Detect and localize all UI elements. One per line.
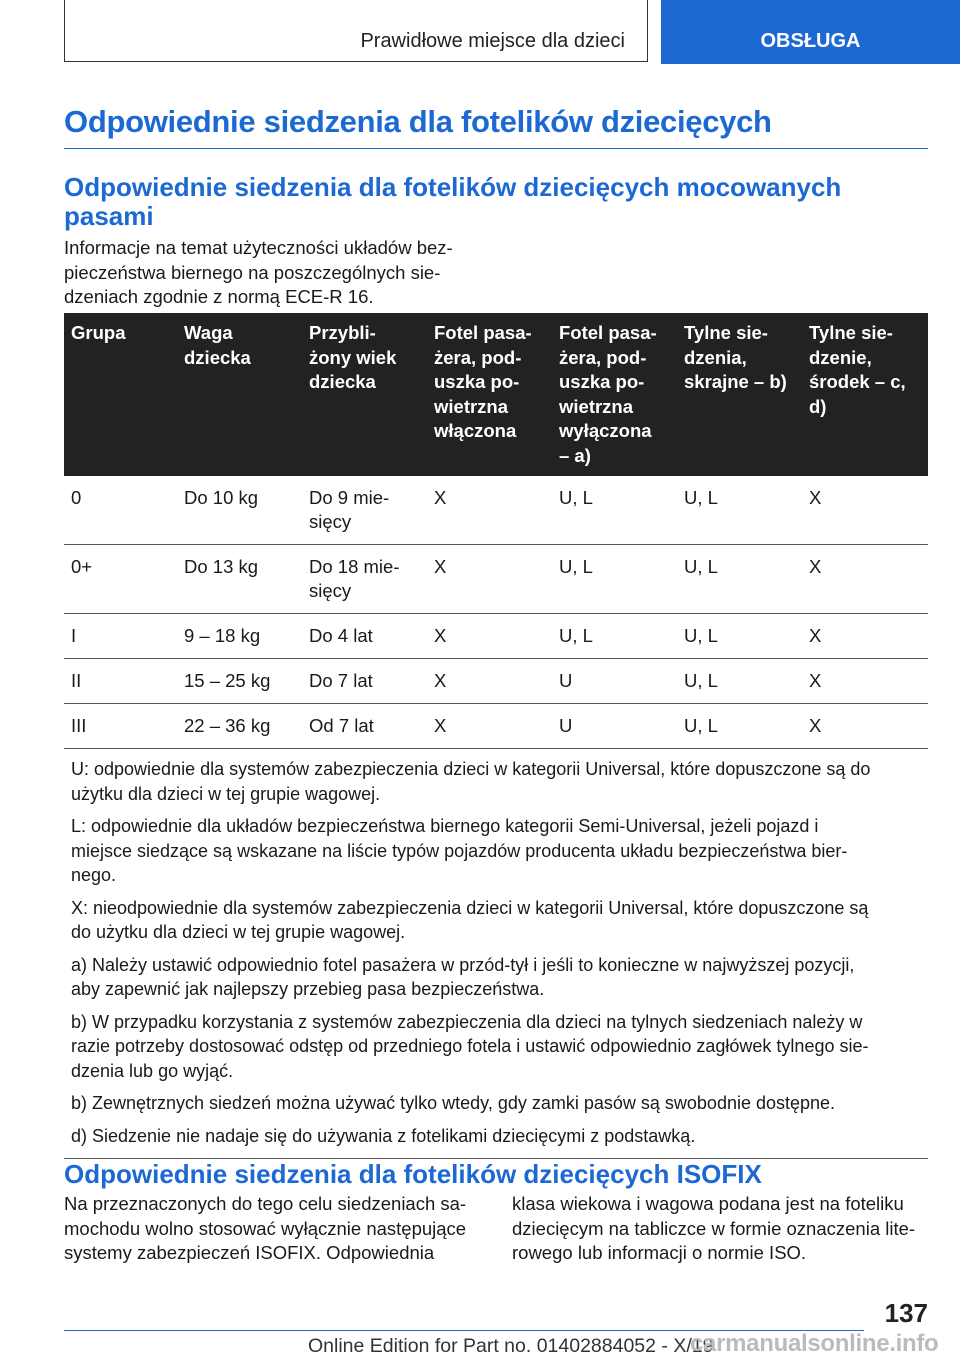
table-row xyxy=(64,704,928,749)
table-cell: Do 7 lat xyxy=(302,659,427,704)
child-seat-table xyxy=(64,313,928,1159)
header-section-title: Prawidłowe miejsce dla dzieci xyxy=(360,30,625,52)
table-cell: X xyxy=(802,545,928,614)
header-box xyxy=(64,0,648,62)
note-d: d) Siedzenie nie nadaje się do używania z fotelikami dziecięcymi z podstawką. xyxy=(71,1125,696,1146)
table-row xyxy=(64,614,928,659)
table-cell: X xyxy=(802,476,928,545)
table-cell: Od 7 lat xyxy=(302,704,427,749)
table-cell: U xyxy=(552,704,677,749)
note-x: X: nieodpowiednie dla systemów zabezpieczenia dzieci w kategorii Universal, które dopuszczone są do użytku dla dzieci w tej grupie wagowej. xyxy=(71,897,869,942)
table-cell: Do 18 mie- sięcy xyxy=(302,545,427,614)
column-header: Fotel pasa- żera, pod- uszka po- wietrzna włączona xyxy=(427,313,552,476)
table-cell: X xyxy=(802,704,928,749)
table-cell: U, L xyxy=(677,545,802,614)
table-cell: X xyxy=(427,659,552,704)
column-header: Waga dziecka xyxy=(177,313,302,476)
note-b2: b) Zewnętrznych siedzeń można używać tylko wtedy, gdy zamki pasów są swobodnie dostępne. xyxy=(71,1093,836,1113)
table-cell: Do 4 lat xyxy=(302,614,427,659)
table-cell: U, L xyxy=(677,614,802,659)
section-heading-belted: Odpowiednie siedzenia dla fotelików dziecięcych mocowanych pasami xyxy=(64,172,842,231)
column-header: Przybli- żony wiek dziecka xyxy=(302,313,427,476)
isofix-paragraph-right: klasa wiekowa i wagowa podana jest na foteliku dziecięcym na tabliczce w formie oznaczenia lite- rowego lub informacji o normie ISO. xyxy=(512,1193,916,1263)
footer-edition: Online Edition for Part no. 01402884052 - X/19 xyxy=(308,1335,714,1357)
table-cell: X xyxy=(427,704,552,749)
intro-paragraph: Informacje na temat użyteczności układów bez- pieczeństwa biernego na poszczególnych sie- dzeniach zgodnie z normą ECE-R 16. xyxy=(64,237,453,307)
table-cell: 0 xyxy=(64,476,177,545)
table-cell: Do 9 mie- sięcy xyxy=(302,476,427,545)
page-number: 137 xyxy=(884,1298,928,1328)
note-b: b) W przypadku korzystania z systemów zabezpieczenia dla dzieci na tylnych siedzeniach należy w razie potrzeby dostosować odstęp od przedniego fotela i ustawić odpowiednio zagłówek tylnego sie- dzenia lub go wyjąć. xyxy=(71,1011,869,1081)
table-cell: X xyxy=(427,545,552,614)
table-cell: U xyxy=(552,659,677,704)
table-cell: Do 13 kg xyxy=(177,545,302,614)
column-header: Fotel pasa- żera, pod- uszka po- wietrzna wyłączona – a) xyxy=(552,313,677,476)
table-cell: 15 – 25 kg xyxy=(177,659,302,704)
header-chapter-tab: OBSŁUGA xyxy=(661,0,960,64)
table-cell: U, L xyxy=(677,476,802,545)
table-cell: X xyxy=(802,659,928,704)
table-cell: X xyxy=(427,476,552,545)
table-cell: U, L xyxy=(552,476,677,545)
table-cell: 0+ xyxy=(64,545,177,614)
table-notes xyxy=(64,749,928,1159)
table-row xyxy=(64,659,928,704)
page-title: Odpowiednie siedzenia dla fotelików dziecięcych xyxy=(64,104,928,149)
table-cell: 22 – 36 kg xyxy=(177,704,302,749)
table-row xyxy=(64,476,928,545)
section-heading-isofix: Odpowiednie siedzenia dla fotelików dziecięcych ISOFIX xyxy=(64,1159,762,1189)
table-cell: X xyxy=(802,614,928,659)
table-cell: 9 – 18 kg xyxy=(177,614,302,659)
table-notes-row xyxy=(64,749,928,1159)
column-header: Tylne sie- dzenie, środek – c, d) xyxy=(802,313,928,476)
table-cell: X xyxy=(427,614,552,659)
isofix-paragraph-left: Na przeznaczonych do tego celu siedzeniach sa- mochodu wolno stosować wyłącznie następujące systemy zabezpieczeń ISOFIX. Odpowiednia xyxy=(64,1193,467,1263)
table-cell: II xyxy=(64,659,177,704)
table-cell: U, L xyxy=(677,704,802,749)
table-row xyxy=(64,545,928,614)
column-header: Tylne sie- dzenia, skrajne – b) xyxy=(677,313,802,476)
table-cell: I xyxy=(64,614,177,659)
note-l: L: odpowiednie dla układów bezpieczeństwa biernego kategorii Semi-Universal, jeżeli pojazd i miejsce siedzące są wskazane na liście typów pojazdów producenta układu bezpieczeństwa bier- nego. xyxy=(71,816,848,885)
table-cell: U, L xyxy=(552,545,677,614)
table-cell: III xyxy=(64,704,177,749)
note-a: a) Należy ustawić odpowiednio fotel pasażera w przód-tył i jeśli to konieczne w najwyższej pozycji, aby zapewnić jak najlepszy przebieg pasa bezpieczeństwa. xyxy=(71,954,855,999)
note-u: U: odpowiednie dla systemów zabezpieczenia dzieci w kategorii Universal, które dopuszczone są do użytku dla dzieci w tej grupie wagowej. xyxy=(71,759,871,804)
table-cell: U, L xyxy=(552,614,677,659)
column-header: Grupa xyxy=(64,313,177,476)
watermark: carmanualsonline.info xyxy=(690,1330,939,1357)
table-cell: U, L xyxy=(677,659,802,704)
table-header-row xyxy=(64,313,928,476)
table-cell: Do 10 kg xyxy=(177,476,302,545)
